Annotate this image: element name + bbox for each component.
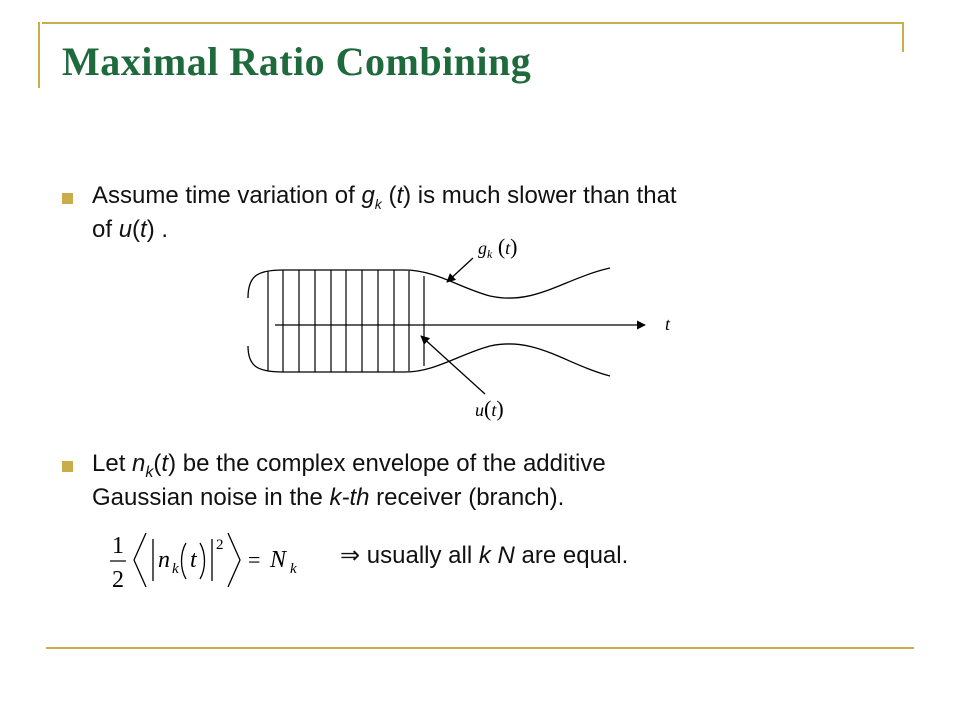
upper-envelope-curve <box>248 268 610 298</box>
envelope-diagram <box>235 228 695 428</box>
frame-top-right-rule <box>902 22 904 52</box>
svg-text:N: N <box>270 547 287 573</box>
svg-text:2: 2 <box>112 567 124 593</box>
noise-power-formula <box>108 525 318 595</box>
carrier-oscillation-lines <box>268 270 424 372</box>
bullet-marker-2 <box>62 461 73 472</box>
svg-text:n: n <box>158 547 170 573</box>
label-time-axis: t <box>665 314 671 334</box>
lower-envelope-curve <box>248 344 610 376</box>
label-g-of-t: $g_k$ (t) <box>478 234 518 261</box>
svg-text:1: 1 <box>112 533 124 559</box>
svg-text:k: k <box>172 561 179 577</box>
svg-text:=: = <box>248 547 261 572</box>
svg-text:k: k <box>290 561 297 577</box>
pointer-arrow-g <box>447 258 473 282</box>
frame-left-rule <box>38 22 40 88</box>
bullet-1-line-2: of u(t) . <box>92 216 169 243</box>
equal-noise-note: ⇒ usually all k N are equal. <box>340 542 629 569</box>
bullet-marker-1 <box>62 193 73 204</box>
label-u-of-t: u(t) <box>475 396 504 421</box>
frame-bottom-rule <box>46 647 914 649</box>
bullet-2-line-1: Let $n_k(t)$ be the complex envelope of the additive <box>92 450 606 481</box>
slide-title: Maximal Ratio Combining <box>62 39 532 84</box>
svg-text:2: 2 <box>216 537 224 553</box>
pointer-arrow-u <box>421 336 485 394</box>
bullet-1-line-1: Assume time variation of $g_k$ (t) is much slower than that <box>92 182 677 212</box>
svg-text:t: t <box>190 547 197 573</box>
bullet-2-line-2: Gaussian noise in the k-th receiver (branch). <box>92 484 565 511</box>
frame-top-rule <box>42 22 904 24</box>
